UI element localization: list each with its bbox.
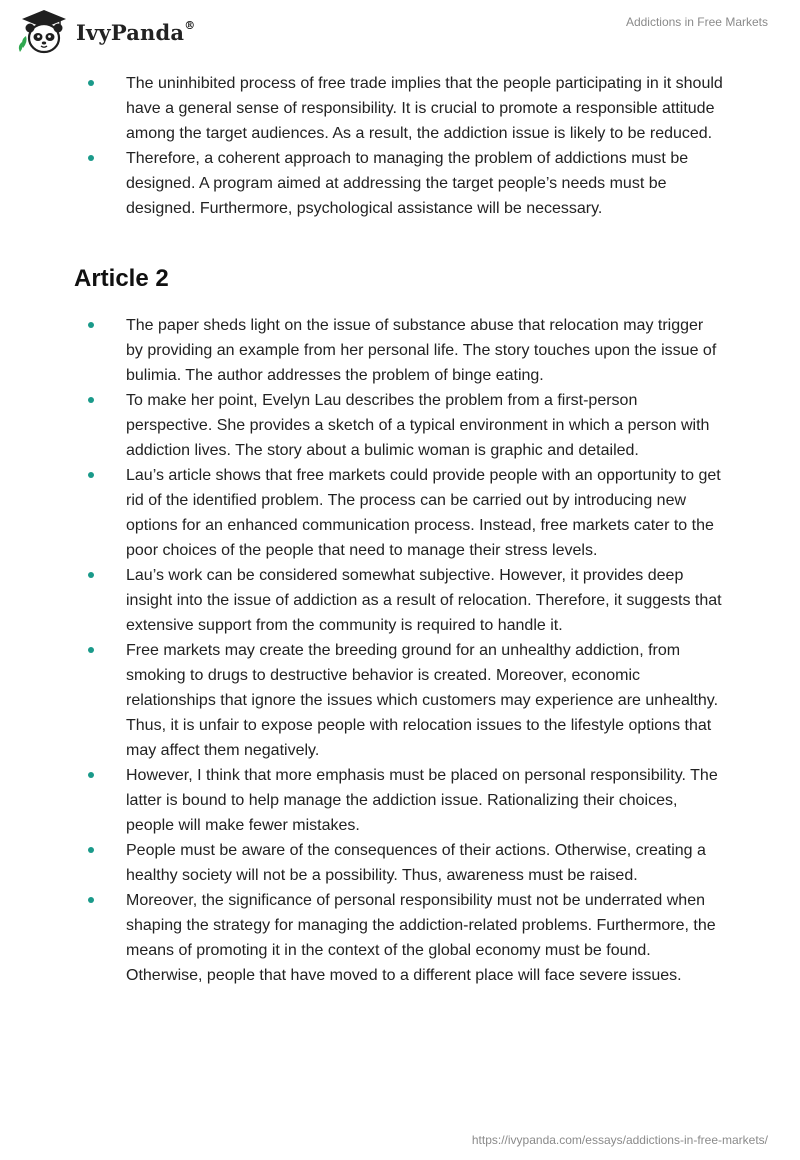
document-title: Addictions in Free Markets bbox=[625, 15, 768, 29]
section-heading: Article 2 bbox=[74, 265, 169, 292]
list-item: Free markets may create the breeding ground for an unhealthy addiction, from smoking to drugs to destructive behavior is created. Moreover, economic relationships that ignore the issues which customers may experience are unhealthy. Thus, it is unfair to expose people with relocation issues to the lifestyle options that may affect them negatively. bbox=[0, 638, 800, 763]
panda-graduate-icon bbox=[14, 8, 74, 56]
list-item: Therefore, a coherent approach to managing the problem of addictions must be designed. A program aimed at addressing the target people’s needs must be designed. Furthermore, psychological assistance will be necessary. bbox=[0, 146, 800, 221]
list-item: However, I think that more emphasis must be placed on personal responsibility. The latter is bound to help manage the addiction issue. Rationalizing their choices, people will make fewer mistakes. bbox=[0, 763, 800, 838]
intro-bullet-list bbox=[0, 71, 800, 221]
list-item: Moreover, the significance of personal responsibility must not be underrated when shaping the strategy for managing the addiction-related problems. Furthermore, the means of promoting it in the context of the global economy must be found. Otherwise, people that have moved to a different place will face severe issues. bbox=[0, 888, 800, 988]
list-item: Lau’s article shows that free markets could provide people with an opportunity to get rid of the identified problem. The process can be carried out by introducing new options for an enhanced communication process. Instead, free markets cater to the poor choices of the people that need to manage their stress levels. bbox=[0, 463, 800, 563]
source-url-link[interactable]: https://ivypanda.com/essays/addictions-in-free-markets/ bbox=[471, 1133, 768, 1147]
article-2-bullet-list bbox=[0, 313, 800, 988]
brand-logo[interactable] bbox=[14, 8, 195, 56]
list-item: The uninhibited process of free trade implies that the people participating in it should have a general sense of responsibility. It is crucial to promote a responsible attitude among the target audiences. As a result, the addiction issue is likely to be reduced. bbox=[0, 71, 800, 146]
list-item: The paper sheds light on the issue of substance abuse that relocation may trigger by providing an example from her personal life. The story touches upon the issue of bulimia. The author addresses the problem of binge eating. bbox=[0, 313, 800, 388]
list-item: To make her point, Evelyn Lau describes the problem from a first-person perspective. She provides a sketch of a typical environment in which a person with addiction lives. The story about a bulimic woman is graphic and detailed. bbox=[0, 388, 800, 463]
list-item: Lau’s work can be considered somewhat subjective. However, it provides deep insight into the issue of addiction as a result of relocation. Therefore, it suggests that extensive support from the community is required to handle it. bbox=[0, 563, 800, 638]
page-header bbox=[0, 0, 800, 60]
brand-name: IvyPanda® bbox=[76, 18, 196, 45]
list-item: People must be aware of the consequences of their actions. Otherwise, creating a healthy society will not be a possibility. Thus, awareness must be raised. bbox=[0, 838, 800, 888]
